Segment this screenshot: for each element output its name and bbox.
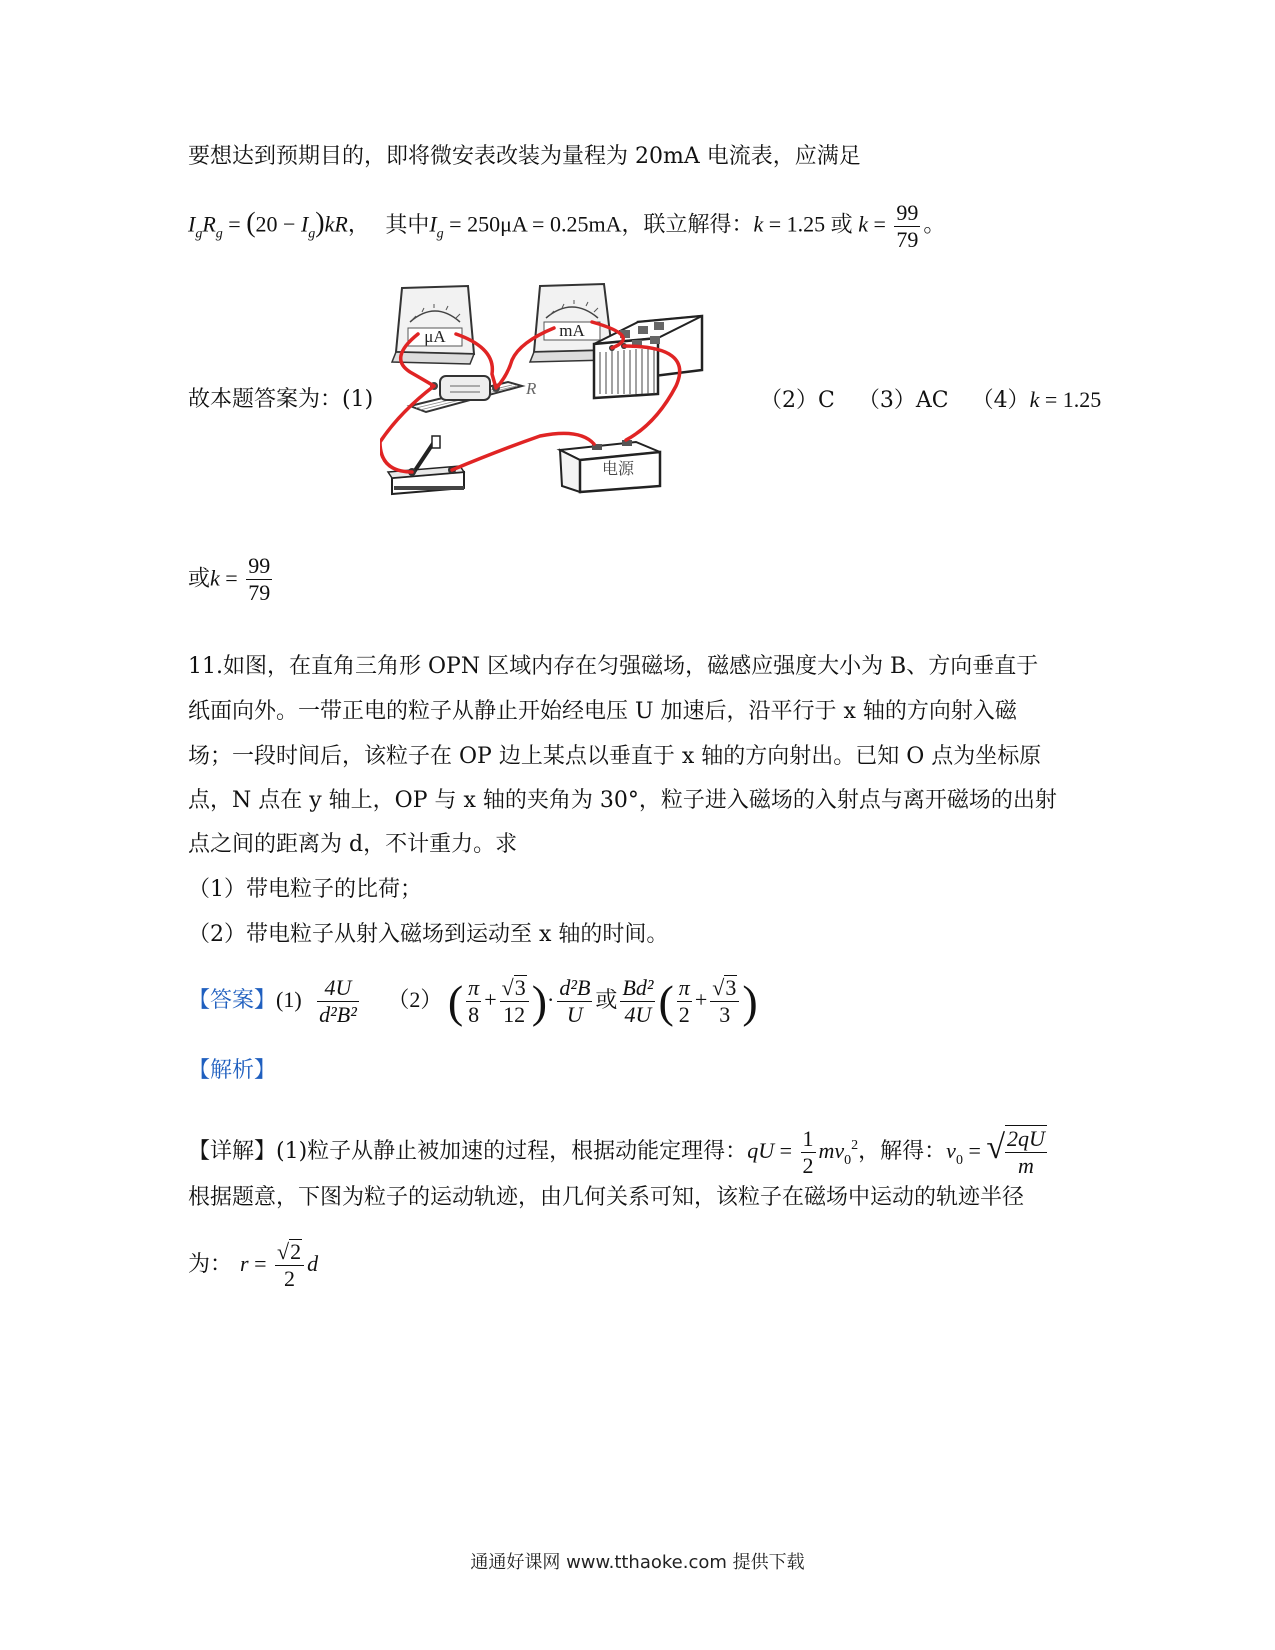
denominator: 79 xyxy=(248,580,271,605)
comma: ， xyxy=(347,211,370,237)
answer-line xyxy=(188,970,758,1031)
fraction-half xyxy=(801,1126,816,1179)
problem-line-4 xyxy=(188,786,1057,816)
or-text: 或 xyxy=(188,566,211,592)
intro-text: 要想达到预期目的，即将微安表改装为量程为 20mA 电流表，应满足 xyxy=(188,144,861,169)
paren-open: ( xyxy=(246,207,256,239)
problem-text: 11.如图，在直角三角形 OPN 区域内存在匀强磁场，磁感应强度大小为 B、方向垂直于 xyxy=(188,654,1039,679)
fraction-Bd2-4U xyxy=(620,975,655,1028)
detail-text: 为： xyxy=(188,1252,233,1277)
term-20: 20 − xyxy=(255,211,301,237)
denominator: 2 xyxy=(678,1002,690,1028)
question-text: （1）带电粒子的比荷； xyxy=(188,877,422,902)
fraction-pi-8 xyxy=(466,975,481,1028)
symbol-I: I xyxy=(429,211,437,237)
subscript-g: g xyxy=(215,226,223,242)
symbol-kR: kR xyxy=(324,211,348,237)
problem-text: 点之间的距离为 d，不计重力。求 xyxy=(188,832,518,857)
denominator: 79 xyxy=(896,227,919,252)
fraction-sqrt3-3: $\frac{√3}{3}$ xyxy=(710,975,739,1028)
problem-line-3 xyxy=(188,742,1041,772)
plus: + xyxy=(484,987,497,1012)
period: 。 xyxy=(923,211,946,237)
numerator: π xyxy=(468,975,480,1001)
denominator: 8 xyxy=(468,1002,480,1028)
equals: = xyxy=(962,1138,987,1163)
detail-line-3 xyxy=(188,1236,318,1293)
analysis-tag: 【解析】 xyxy=(188,1058,277,1083)
answer-summary-prefix xyxy=(188,385,373,415)
question-2 xyxy=(188,920,668,950)
radicand: 3 xyxy=(725,975,737,1001)
milliammeter-label: mA xyxy=(559,321,585,340)
part-1-label: (1) xyxy=(276,987,302,1012)
detail-text: 根据题意，下图为粒子的运动轨迹，由几何关系可知，该粒子在磁场中运动的轨迹半径 xyxy=(188,1185,1025,1210)
k-value: = 1.25 xyxy=(763,211,826,237)
fraction-2qU-m xyxy=(1005,1125,1047,1179)
problem-line-5 xyxy=(188,830,517,860)
numerator: 99 xyxy=(248,553,271,578)
problem-text: 场；一段时间后，该粒子在 OP 边上某点以垂直于 x 轴的方向射出。已知 O 点为坐标原 xyxy=(188,744,1042,769)
microammeter-label: μA xyxy=(424,327,446,346)
denominator: 12 xyxy=(503,1002,526,1028)
k-value: = 1.25 xyxy=(1039,387,1102,412)
equals: = xyxy=(248,1251,272,1276)
fraction-sqrt2-2: $\frac{√2}{2}$ xyxy=(275,1239,304,1292)
part-2-label: （2） xyxy=(387,987,443,1012)
denominator: 2 xyxy=(284,1265,296,1291)
numerator: Bd² xyxy=(622,975,654,1001)
symbol-k: k xyxy=(858,211,868,237)
paren-close: ) xyxy=(531,975,548,1027)
denominator: m xyxy=(1018,1153,1034,1178)
intro-equation xyxy=(188,200,945,253)
fraction-99-79 xyxy=(894,200,920,253)
subscript-g: g xyxy=(436,226,444,242)
answer-part-3: （3）AC xyxy=(857,388,949,413)
symbol-r: r xyxy=(240,1251,249,1276)
or-text: 或 xyxy=(595,988,618,1013)
problem-line-2 xyxy=(188,697,1017,727)
subscript-0: 0 xyxy=(955,1153,963,1168)
detail-tag: 【详解】 xyxy=(188,1139,277,1164)
power-supply-icon xyxy=(560,440,660,492)
denominator: 2 xyxy=(802,1152,814,1178)
answer-summary-parts xyxy=(760,385,1101,416)
denominator: 4U xyxy=(624,1002,652,1028)
numerator: 4U xyxy=(317,975,359,1002)
detail-line-1 xyxy=(188,1118,1050,1189)
where-text: 其中 xyxy=(385,211,430,237)
power-label: 电源 xyxy=(602,459,635,478)
paren-open: ( xyxy=(447,975,464,1027)
symbol-d: d xyxy=(307,1251,319,1276)
superscript-2: 2 xyxy=(851,1138,859,1153)
detail-text: (1)粒子从静止被加速的过程，根据动能定理得： xyxy=(276,1139,748,1164)
equals: = xyxy=(867,211,892,237)
intro-line xyxy=(188,142,861,172)
detail-line-2 xyxy=(188,1183,1024,1213)
denominator: U xyxy=(566,1002,583,1028)
fraction-pi-2 xyxy=(677,975,692,1028)
radicand: 2 xyxy=(290,1238,302,1264)
denominator: d²B² xyxy=(319,1002,357,1028)
symbol-qU: qU xyxy=(747,1138,775,1163)
problem-text: 纸面向外。一带正电的粒子从静止开始经电压 U 加速后，沿平行于 x 轴的方向射入磁 xyxy=(188,699,1017,724)
radicand: 3 xyxy=(514,975,526,1001)
denominator: 3 xyxy=(719,1002,731,1028)
resistor-label: R xyxy=(526,379,537,398)
symbol-k: k xyxy=(753,211,764,237)
answer-prefix: 故本题答案为：(1) xyxy=(188,387,374,412)
symbol-I: I xyxy=(188,211,196,237)
symbol-R: R xyxy=(202,211,216,237)
symbol-k: k xyxy=(210,565,220,591)
numerator: d²B xyxy=(559,975,591,1001)
numerator: 2qU xyxy=(1007,1126,1045,1151)
solve-text: ，联立解得： xyxy=(621,211,754,237)
circuit-diagram xyxy=(380,282,742,518)
ig-value: = 250μA = 0.25mA xyxy=(443,211,622,237)
subscript-g: g xyxy=(308,226,316,242)
footer-text: 通通好课网 www.tthaoke.com 提供下载 xyxy=(470,1552,805,1573)
sqrt-sign: √ xyxy=(986,1129,1006,1166)
symbol-v: v xyxy=(946,1138,956,1163)
paren-close: ) xyxy=(742,975,758,1027)
numerator: 99 xyxy=(896,200,919,225)
answer-1-fraction xyxy=(317,975,359,1028)
question-text: （2）带电粒子从射入磁场到运动至 x 轴的时间。 xyxy=(188,922,669,947)
paren-open: ( xyxy=(658,975,674,1027)
switch-icon xyxy=(388,436,464,494)
numerator: π xyxy=(678,975,690,1001)
problem-text: 点，N 点在 y 轴上，OP 与 x 轴的夹角为 30°，粒子进入磁场的入射点与离开磁场的出射 xyxy=(188,788,1057,813)
fraction-d2B-U xyxy=(557,975,592,1028)
subscript-g: g xyxy=(195,226,203,242)
fraction-99-79 xyxy=(246,553,272,606)
solve-text: ，解得： xyxy=(858,1139,947,1164)
answer-summary-continuation xyxy=(188,553,275,606)
symbol-k: k xyxy=(1029,387,1040,412)
microammeter-icon xyxy=(392,286,474,364)
equals: = xyxy=(774,1138,798,1163)
analysis-line xyxy=(188,1056,276,1086)
equals: = xyxy=(222,211,247,237)
answer-part-4: （4） xyxy=(971,388,1030,413)
problem-line-1 xyxy=(188,652,1038,682)
symbol-mv: mv xyxy=(818,1138,845,1163)
answer-tag: 【答案】 xyxy=(188,988,277,1013)
fraction-sqrt3-12: $\frac{√3}{12}$ xyxy=(500,975,529,1028)
subscript-0: 0 xyxy=(844,1153,852,1168)
answer-part-2: （2）C xyxy=(760,388,835,413)
symbol-I: I xyxy=(300,211,309,237)
numerator: 1 xyxy=(802,1125,814,1151)
equals: = xyxy=(219,565,244,591)
paren-close: ) xyxy=(315,207,325,239)
dot: · xyxy=(547,987,555,1012)
or-text: 或 xyxy=(825,211,859,237)
question-1 xyxy=(188,875,422,905)
plus: + xyxy=(694,987,708,1012)
page-footer xyxy=(0,1548,1275,1574)
